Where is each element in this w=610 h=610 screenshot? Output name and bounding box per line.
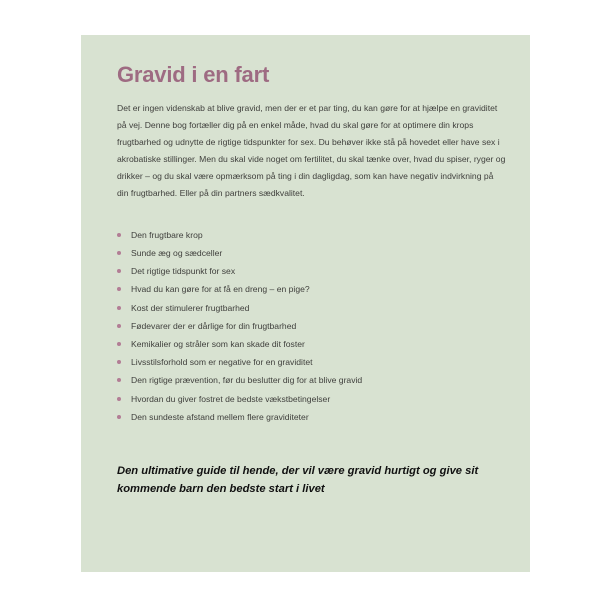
list-item-label: Sunde æg og sædceller	[131, 248, 223, 259]
tagline: Den ultimative guide til hende, der vil være gravid hurtigt og give sit kommende barn den bedste start i livet	[117, 465, 479, 496]
list-item	[117, 244, 506, 262]
list-item-label: Den sundeste afstand mellem flere graviditeter	[131, 411, 309, 422]
list-item	[117, 408, 506, 426]
list-item-label: Hvordan du giver fostret de bedste vækstbetingelser	[131, 393, 331, 404]
list-item	[117, 299, 506, 317]
list-item-label: Den rigtige prævention, før du beslutter dig for at blive gravid	[131, 375, 363, 386]
bullet-icon	[117, 306, 121, 310]
bullet-icon	[117, 360, 121, 364]
list-item	[117, 371, 506, 389]
bullet-icon	[117, 397, 121, 401]
list-item-label: Den frugtbare krop	[131, 229, 203, 240]
list-item	[117, 353, 506, 371]
bullet-icon	[117, 269, 121, 273]
list-item-label: Det rigtige tidspunkt for sex	[131, 266, 236, 277]
intro-paragraph: Det er ingen videnskab at blive gravid, men der er et par ting, du kan gøre for at hjælpe en graviditet på vej. Denne bog fortæller dig på en enkel måde, hvad du skal gøre for at optimere din krops frugtbarhed og udnytte de rigtige tidspunkter for sex. Du behøver ikke stå på hovedet eller have sex i akrobatiske stillinger. Men du skal vide noget om fertilitet, du skal tænke over, hvad du spiser, ryger og drikker – og du skal være opmærksom på ting i din dagligdag, som kan have negativ indvirkning på din frugtbarhed. Eller på din partners sædkvalitet.	[117, 103, 506, 198]
bullet-icon	[117, 287, 121, 291]
back-cover	[81, 35, 530, 572]
bullet-icon	[117, 251, 121, 255]
list-item	[117, 317, 506, 335]
list-item-label: Hvad du kan gøre for at få en dreng – en pige?	[131, 284, 310, 295]
list-item	[117, 262, 506, 280]
list-item-label: Kost der stimulerer frugtbarhed	[131, 302, 250, 313]
list-item-label: Livsstilsforhold som er negative for en graviditet	[131, 357, 313, 368]
list-item	[117, 280, 506, 298]
book-title: Gravid i en fart	[117, 62, 270, 87]
list-item	[117, 390, 506, 408]
list-item-label: Kemikalier og stråler som kan skade dit foster	[131, 339, 305, 350]
bullet-icon	[117, 324, 121, 328]
list-item-label: Fødevarer der er dårlige for din frugtbarhed	[131, 320, 297, 331]
list-item	[117, 226, 506, 244]
topic-list	[117, 226, 506, 426]
list-item	[117, 335, 506, 353]
bullet-icon	[117, 378, 121, 382]
bullet-icon	[117, 415, 121, 419]
bullet-icon	[117, 233, 121, 237]
bullet-icon	[117, 342, 121, 346]
